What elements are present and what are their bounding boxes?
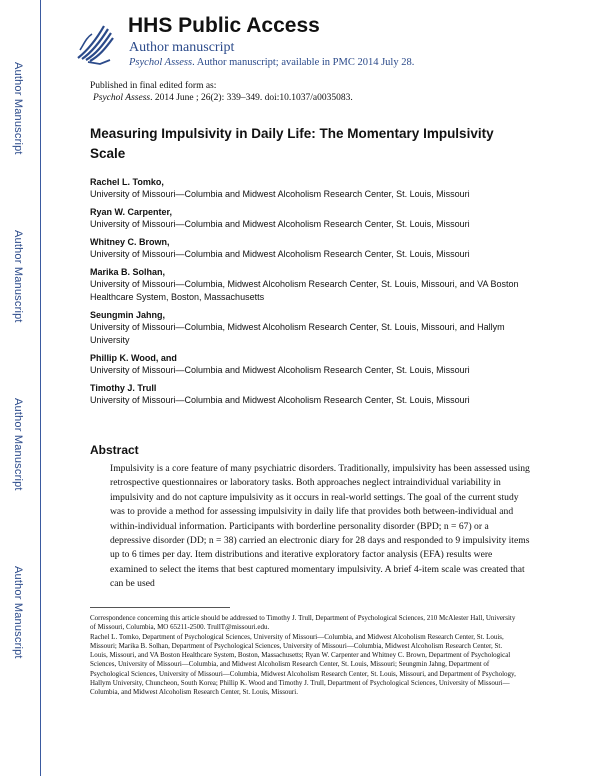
author-affiliation: University of Missouri—Columbia and Midwest Alcoholism Research Center, St. Louis, Missouri (90, 365, 470, 375)
footnote (90, 614, 520, 698)
citation-details: . 2014 June ; 26(2): 339–349. doi:10.1037/a0035083. (150, 93, 353, 103)
margin-divider (40, 0, 41, 776)
citation-line (90, 92, 353, 104)
author-affiliation: University of Missouri—Columbia, Midwest Alcoholism Research Center, St. Louis, Missouri, and Hallym University (90, 322, 505, 345)
author-affiliation: University of Missouri—Columbia and Midwest Alcoholism Research Center, St. Louis, Missouri (90, 395, 470, 405)
author-separator: , (162, 267, 166, 277)
affiliations-note: Rachel L. Tomko, Department of Psychological Sciences, University of Missouri—Columbia, and Midwest Alcoholism Research Center, St. Louis, Missouri; Marika B. Solhan, Department of Psychological Sciences, University of Missouri—Columbia, Midwest Alcoholism Research Center, St. Louis, Missouri, and VA Boston Healthcare System, Boston, Massachusetts; Ryan W. Carpenter and Whitney C. Brown, Department of Psychological Sciences, University of Missouri—Columbia, and Midwest Alcoholism Research Center, St. Louis, Missouri; Seungmin Jahng, Department of Psychological Sciences, University of Missouri—Columbia, Midwest Alcoholism Research Center, St. Louis, Missouri, and Department of Psychology, Hallym University, Chuncheon, South Korea; Phillip K. Wood and Timothy J. Trull, Department of Psychological Sciences, University of Missouri—Columbia, and Midwest Alcoholism Research Center, St. Louis, Missouri. (90, 632, 516, 697)
article-title: Measuring Impulsivity in Daily Life: The Momentary Impulsivity Scale (90, 126, 494, 161)
author-entry (90, 352, 530, 377)
author-name: Phillip K. Wood (90, 353, 156, 363)
author-name: Ryan W. Carpenter (90, 207, 170, 217)
correspondence-note: Correspondence concerning this article should be addressed to Timothy J. Trull, Department of Psychological Sciences, 210 McAlester Hall, University of Missouri, Columbia, MO 65211-2500. TrullT@missouri.edu. (90, 614, 516, 632)
author-entry (90, 309, 530, 347)
author-separator: , (161, 177, 164, 187)
author-separator: , (167, 237, 170, 247)
side-label-author-manuscript: Author Manuscript (12, 230, 24, 323)
citation-journal: Psychol Assess (93, 93, 151, 103)
availability-line (129, 57, 414, 68)
journal-name: Psychol Assess (129, 57, 193, 68)
availability-text: . Author manuscript; available in PMC 2014 July 28. (192, 57, 415, 68)
author-name: Marika B. Solhan (90, 267, 163, 277)
side-label-author-manuscript: Author Manuscript (12, 566, 24, 659)
author-list (90, 176, 530, 412)
hhs-eagle-logo-icon (74, 20, 116, 66)
author-name: Seungmin Jahng (90, 310, 163, 320)
author-affiliation: University of Missouri—Columbia and Midwest Alcoholism Research Center, St. Louis, Missouri (90, 219, 470, 229)
author-entry (90, 236, 530, 261)
author-separator: , and (155, 353, 177, 363)
published-in-label: Published in final edited form as: (90, 81, 217, 91)
author-entry (90, 266, 530, 304)
side-label-author-manuscript: Author Manuscript (12, 398, 24, 491)
publication-info (90, 80, 353, 104)
author-separator: , (162, 310, 166, 320)
author-entry (90, 206, 530, 231)
author-affiliation: University of Missouri—Columbia and Midwest Alcoholism Research Center, St. Louis, Missouri (90, 189, 470, 199)
author-entry (90, 382, 530, 407)
footnote-divider (90, 607, 230, 608)
author-name: Whitney C. Brown (90, 237, 167, 247)
author-entry (90, 176, 530, 201)
author-name: Timothy J. Trull (90, 383, 157, 393)
abstract-heading: Abstract (90, 443, 139, 457)
author-name: Rachel L. Tomko (90, 177, 162, 187)
hhs-public-access-title: HHS Public Access (128, 14, 320, 37)
author-manuscript-subtitle: Author manuscript (129, 40, 235, 55)
author-separator: , (169, 207, 173, 217)
author-affiliation: University of Missouri—Columbia, Midwest Alcoholism Research Center, St. Louis, Missouri, and VA Boston Healthcare System, Boston, Massachusetts (90, 279, 519, 302)
side-label-author-manuscript: Author Manuscript (12, 62, 24, 155)
author-affiliation: University of Missouri—Columbia and Midwest Alcoholism Research Center, St. Louis, Missouri (90, 249, 470, 259)
abstract-text: Impulsivity is a core feature of many psychiatric disorders. Traditionally, impulsivity has been assessed using retrospective questionnaires or laboratory tasks. Both approaches neglect intraindividual variability in impulsivity and do not capture impulsivity as it occurs in real-world settings. The goal of the current study was to provide a method for assessing impulsivity in daily life that provides both between-individual and within-individual information. Participants with borderline personality disorder (BPD; n = 67) or a depressive disorder (DD; n = 38) carried an electronic diary for 28 days and responded to 9 impulsivity items up to 6 times per day. Item distributions and iterative exploratory factor analysis (EFA) results were examined to select the items that best captured momentary impulsivity. A brief 4-item scale was created that can be used (110, 463, 530, 590)
